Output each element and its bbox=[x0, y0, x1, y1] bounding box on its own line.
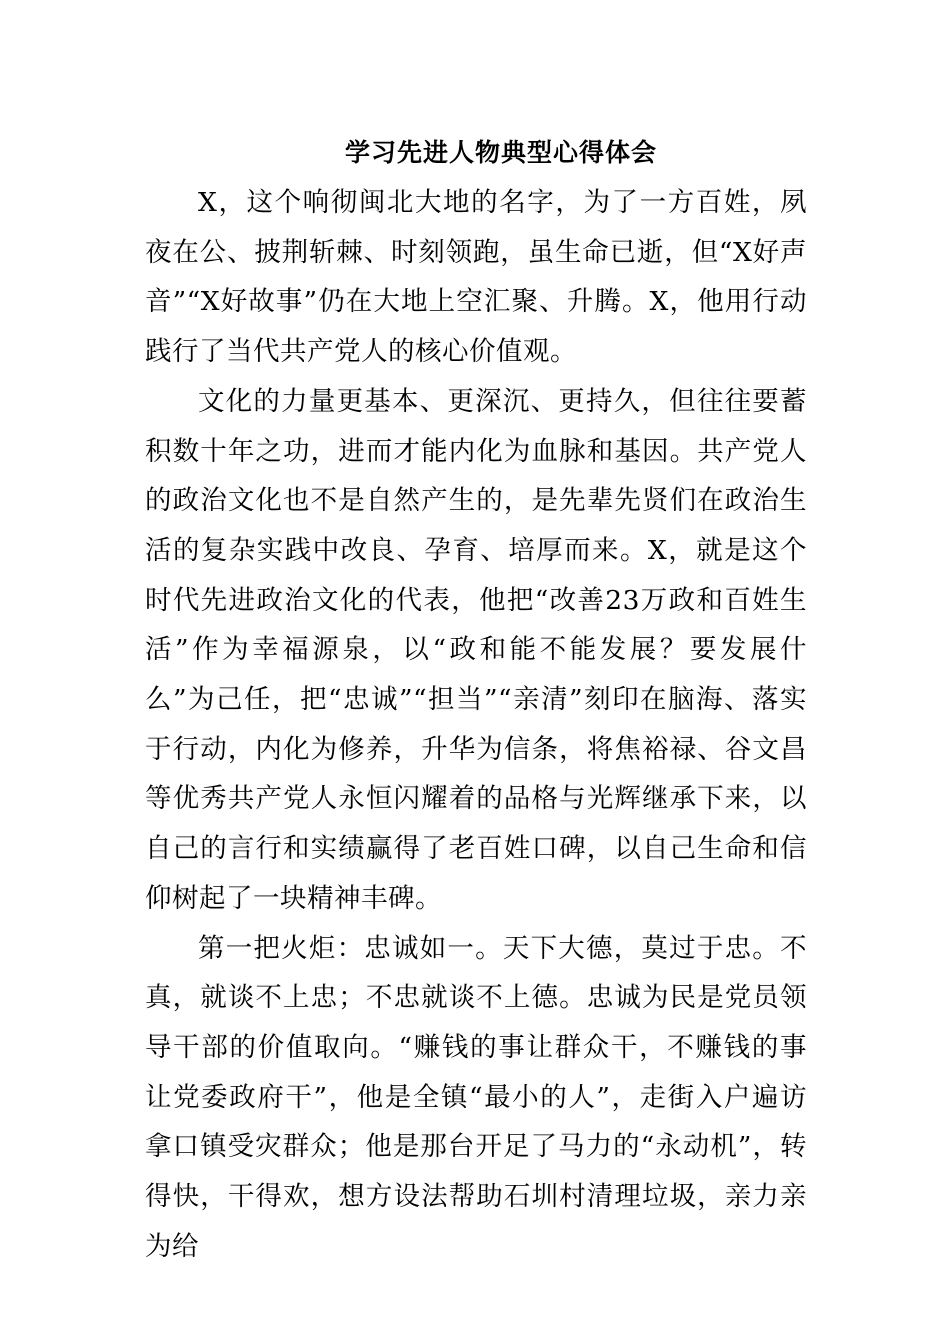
paragraph-3: 第一把火炬：忠诚如一。天下大德，莫过于忠。不真，就谈不上忠；不忠就谈不上德。忠诚为民是党员领导干部的价值取向。“赚钱的事让群众干，不赚钱的事让党委政府干”，他是全镇“最小的人”，走街入户遍访拿口镇受灾群众；他是那台开足了马力的“永动机”，转得快，干得欢，想方设法帮助石圳村清理垃圾，亲力亲为给 bbox=[145, 932, 807, 1262]
paragraph-2: 文化的力量更基本、更深沉、更持久，但往往要蓄积数十年之功，进而才能内化为血脉和基因。共产党人的政治文化也不是自然产生的，是先辈先贤们在政治生活的复杂实践中改良、孕育、培厚而来。X，就是这个时代先进政治文化的代表，他把“改善23万政和百姓生活”作为幸福源泉，以“政和能不能发展？要发展什么”为己任，把“忠诚”“担当”“亲清”刻印在脑海、落实于行动，内化为修养，升华为信条，将焦裕禄、谷文昌等优秀共产党人永恒闪耀着的品格与光辉继承下来，以自己的言行和实绩赢得了老百姓口碑，以自己生命和信仰树起了一块精神丰碑。 bbox=[145, 385, 807, 914]
document-body bbox=[145, 128, 807, 1271]
paragraph-1: X，这个响彻闽北大地的名字，为了一方百姓，夙夜在公、披荆斩棘、时刻领跑，虽生命已逝，但“X好声音”“X好故事”仍在大地上空汇聚、升腾。X，他用行动践行了当代共产党人的核心价值观。 bbox=[145, 187, 807, 368]
document-title: 学习先进人物典型心得体会 bbox=[344, 138, 657, 167]
